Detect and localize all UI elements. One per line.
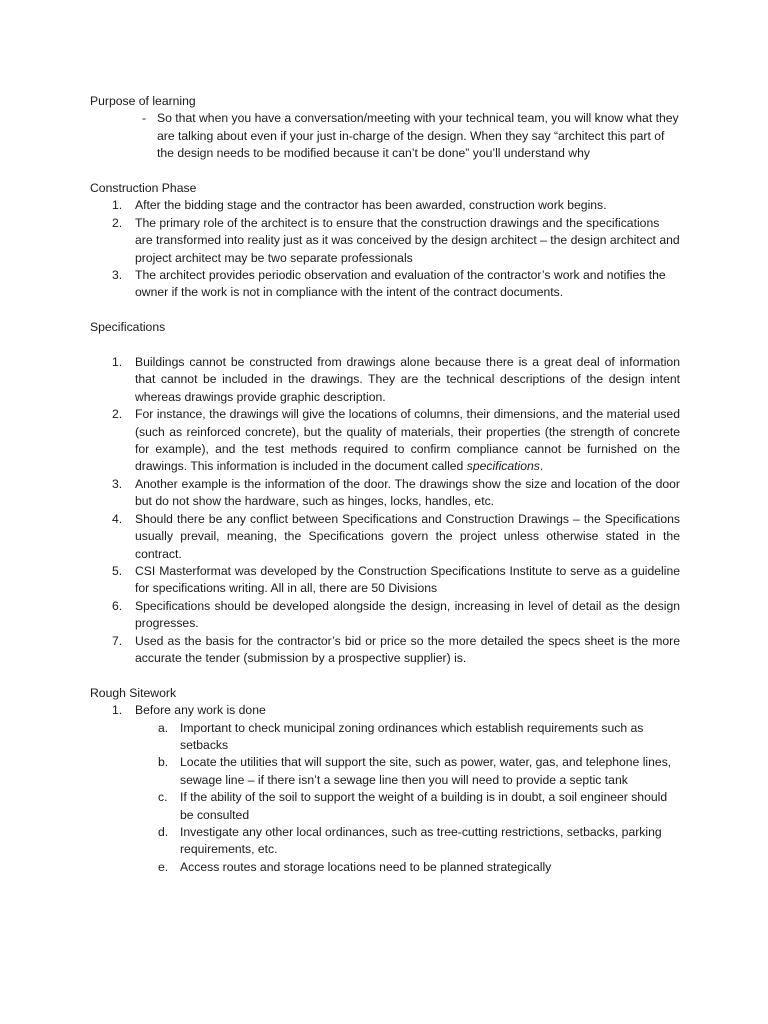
sub-list-item (158, 824, 680, 859)
heading-construction-phase: Construction Phase (90, 181, 197, 196)
list-marker: 4. (112, 511, 123, 526)
list-item (112, 702, 680, 719)
list-marker: e. (158, 859, 169, 874)
list-marker: 2. (112, 215, 123, 230)
list-item (112, 476, 680, 511)
list-item-text: Another example is the information of the door. The drawings show the size and location of the door but do not show the hardware, such as hinges, locks, handles, etc. (135, 476, 680, 509)
emphasis-specifications: specifications (466, 459, 540, 474)
list-item-text-main: For instance, the drawings will give the locations of columns, their dimensions, and the material used (such as reinforced concrete), but the quality of materials, their properties (the strength of concrete for example), and the test methods required to confirm compliance cannot be furnished on the drawings. This information is included in the document called (135, 407, 680, 474)
list-item (112, 598, 680, 633)
list-item (112, 511, 680, 563)
list-item-text: Investigate any other local ordinances, such as tree-cutting restrictions, setbacks, parking requirements, etc. (180, 825, 662, 857)
list-marker: 3. (112, 476, 123, 491)
sub-list-item (158, 754, 680, 789)
list-item-text: Should there be any conflict between Specifications and Construction Drawings – the Specifications usually prevail, meaning, the Specifications govern the project unless otherwise stated in the contract. (135, 511, 680, 561)
sub-list-item (158, 789, 680, 824)
list-marker: a. (158, 720, 169, 735)
list-item-text: Important to check municipal zoning ordinances which establish requirements such as setbacks (180, 720, 644, 752)
list-item (112, 354, 680, 406)
list-item (112, 563, 680, 598)
list-item-text-tail: . (539, 459, 544, 474)
list-marker: 7. (112, 633, 123, 648)
list-item-text (135, 406, 680, 476)
purpose-bullet (142, 110, 680, 162)
sub-list-item (158, 720, 680, 755)
list-marker: 1. (112, 703, 123, 718)
list-item-text: CSI Masterformat was developed by the Construction Specifications Institute to serve as a guideline for specifications writing. All in all, there are 50 Divisions (135, 563, 680, 596)
list-item (112, 267, 680, 302)
list-marker: c. (158, 790, 168, 805)
heading-rough-sitework: Rough Sitework (90, 685, 177, 700)
list-marker: - (142, 111, 147, 126)
list-marker: 6. (112, 598, 123, 613)
list-item-text: Access routes and storage locations need to be planned strategically (180, 859, 552, 874)
list-item-text: Locate the utilities that will support the site, such as power, water, gas, and telephone lines, sewage line – if there isn’t a sewage line then you will need to provide a septic tank (180, 755, 672, 787)
list-item (112, 215, 680, 267)
list-item-text: After the bidding stage and the contractor has been awarded, construction work begins. (135, 198, 607, 213)
list-item-text: The primary role of the architect is to ensure that the construction drawings and the specifications are transformed into reality just as it was conceived by the design architect – the design architect and project architect may be two separate professionals (135, 215, 680, 265)
list-marker: 1. (112, 198, 123, 213)
list-item-text: Used as the basis for the contractor’s bid or price so the more detailed the specs sheet is the more accurate the tender (submission by a prospective supplier) is. (135, 633, 680, 665)
list-item-text: Buildings cannot be constructed from drawings alone because there is a great deal of information that cannot be included in the drawings. They are the technical descriptions of the design intent whereas drawings provide graphic description. (135, 355, 680, 404)
sub-list-item (158, 859, 680, 876)
list-marker: b. (158, 755, 169, 770)
list-marker: 1. (112, 355, 123, 370)
list-item-text: Before any work is done (135, 703, 266, 718)
list-item-text: Specifications should be developed alongside the design, increasing in level of detail as the design progresses. (135, 598, 680, 631)
document-body (90, 93, 680, 876)
list-item (112, 406, 680, 476)
list-item-text: The architect provides periodic observation and evaluation of the contractor’s work and notifies the owner if the work is not in compliance with the intent of the contract documents. (135, 268, 666, 300)
list-item-text: So that when you have a conversation/meeting with your technical team, you will know what they are talking about even if your just in-charge of the design. When they say “architect this part of the design needs to be modified because it can’t be done” you’ll understand why (157, 111, 679, 161)
list-marker: 3. (112, 268, 123, 283)
list-item (112, 633, 680, 668)
list-item (112, 197, 680, 214)
list-marker: d. (158, 825, 169, 839)
heading-specifications: Specifications (90, 320, 166, 335)
list-marker: 2. (112, 407, 123, 422)
list-marker: 5. (112, 563, 123, 578)
list-item-text: If the ability of the soil to support the weight of a building is in doubt, a soil engineer should be consulted (180, 790, 668, 822)
heading-purpose: Purpose of learning (90, 94, 196, 108)
